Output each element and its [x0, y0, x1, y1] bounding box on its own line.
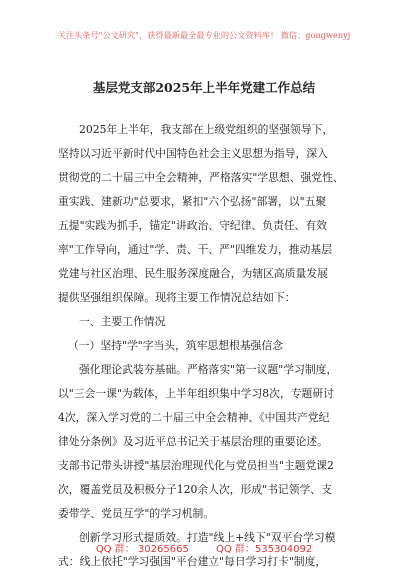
- footer-qq-group-1: QQ 群： 30265665: [95, 544, 189, 555]
- paragraph-line: 支部书记带头讲授"基层治理现代化与党员担当"主题党课2: [58, 459, 334, 472]
- footer-qq-group-2: QQ 群：535304092: [216, 544, 313, 555]
- footer-contact: [0, 540, 408, 555]
- paragraph-line: 强化理论武装夯基础。严格落实"第一议题"学习制度，: [79, 363, 338, 376]
- subsection-heading: （一）坚持"学"字当头，筑牢思想根基强信念: [68, 339, 284, 352]
- paragraph-line: 党建与社区治理、民生服务深度融合，为辖区高质量发展: [58, 267, 328, 280]
- section-heading: 一、主要工作情况: [79, 315, 166, 328]
- paragraph-line: 率"工作导向，通过"学、责、干、严"四维发力，推动基层: [58, 243, 333, 256]
- document-body: [58, 118, 358, 574]
- paragraph-line: 提供坚强组织保障。现将主要工作情况总结如下：: [58, 291, 296, 304]
- paragraph-line: 次，覆盖党员及积极分子120余人次，形成"书记领学、支: [58, 483, 332, 496]
- paragraph-line: 2025年上半年，我支部在上级党组织的坚强领导下，: [79, 123, 334, 136]
- paragraph-line: 贯彻党的二十届三中全会精神，严格落实"学思想、强党性、: [58, 171, 344, 184]
- paragraph-line: 五提"实践为抓手，锚定"讲政治、守纪律、负责任、有效: [58, 219, 328, 232]
- paragraph-line: 4次，深入学习党的二十届三中全会精神、《中国共产党纪: [58, 411, 330, 424]
- paragraph-line: 以"三会一课"为载体，上半年组织集中学习8次，专题研讨: [58, 387, 334, 400]
- paragraph-line: 坚持以习近平新时代中国特色社会主义思想为指导，深入: [58, 147, 328, 160]
- header-banner: 关注头条号"公文研究"，获得最新最全最专业的公文资料库！ 微信：gongwenyj: [57, 30, 351, 40]
- paragraph-line: 委带学、党员互学"的学习机制。: [58, 507, 215, 520]
- paragraph-line: 创新学习形式提质效。打造"线上+线下"双平台学习模: [79, 531, 336, 544]
- paragraph-line: 式：线上依托"学习强国"平台建立"每日学习打卡"制度，: [58, 555, 327, 568]
- paragraph-line: 律处分条例》及习近平总书记关于基层治理的重要论述。: [58, 435, 328, 448]
- document-title: 基层党支部2025年上半年党建工作总结: [92, 80, 316, 95]
- paragraph-line: 重实践、建新功"总要求，紧扣"六个弘扬"部署，以"五聚: [58, 195, 327, 208]
